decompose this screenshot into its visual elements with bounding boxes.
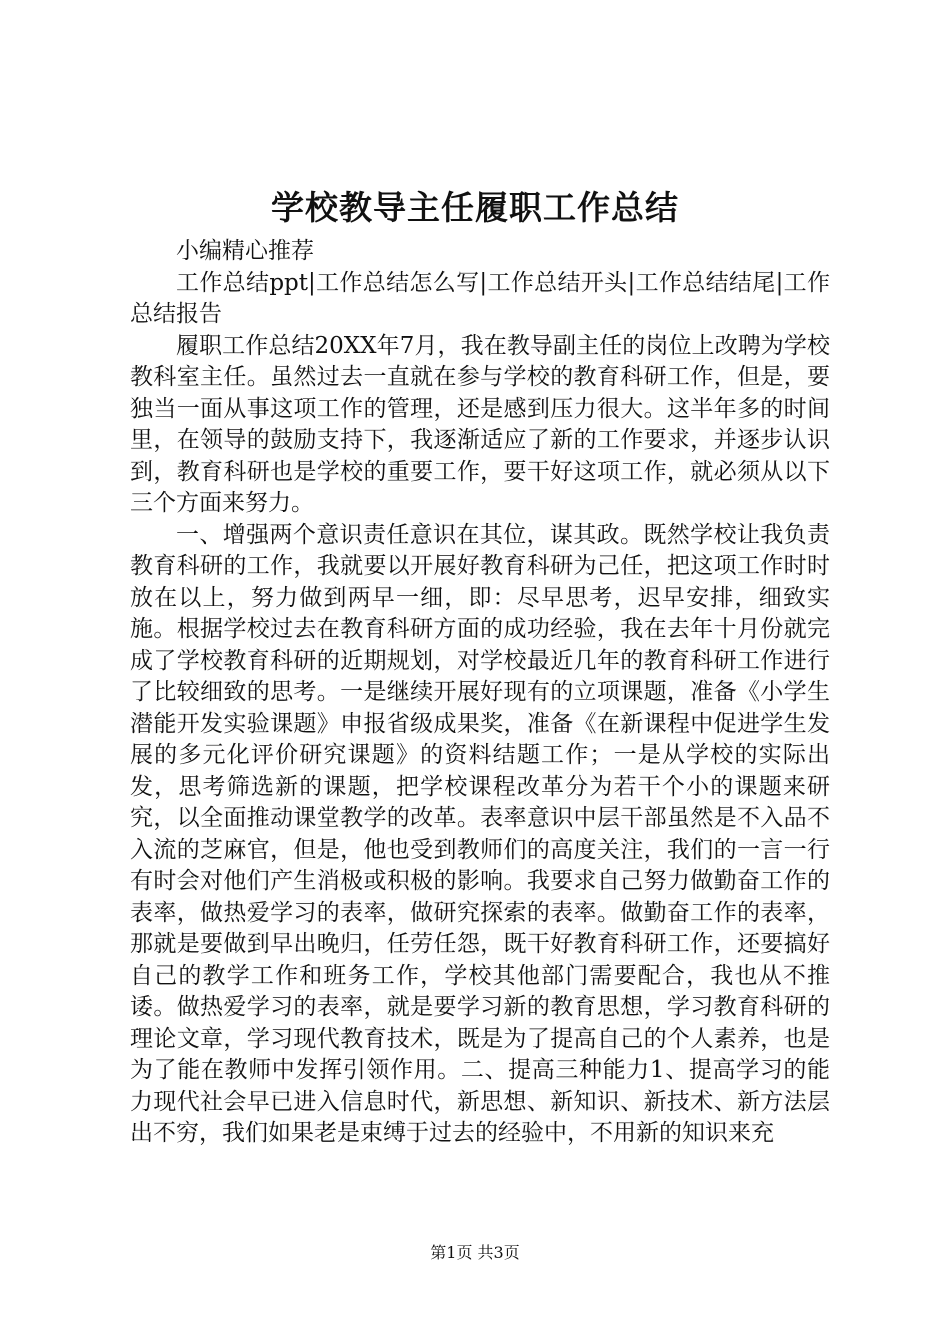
- paragraph-links: 工作总结ppt|工作总结怎么写|工作总结开头|工作总结结尾|工作总结报告: [130, 269, 830, 327]
- document-body: [130, 236, 830, 1150]
- page-title: 学校教导主任履职工作总结: [271, 188, 679, 227]
- paragraph-intro: 履职工作总结20XX年7月，我在教导副主任的岗位上改聘为学校教科室主任。虽然过去一直就在参与学校的教育科研工作，但是，要独当一面从事这项工作的管理，还是感到压力很大。这半年多的时间里，在领导的鼓励支持下，我逐渐适应了新的工作要求，并逐步认识到，教育科研也是学校的重要工作，要干好这项工作，就必须从以下三个方面来努力。: [130, 332, 830, 516]
- paragraph-section-one: 一、增强两个意识责任意识在其位，谋其政。既然学校让我负责教育科研的工作，我就要以开展好教育科研为己任，把这项工作时时放在以上，努力做到两早一细，即：尽早思考，迟早安排，细致实施。根据学校过去在教育科研方面的成功经验，我在去年十月份就完成了学校教育科研的近期规划，对学校最近几年的教育科研工作进行了比较细致的思考。一是继续开展好现有的立项课题，准备《小学生潜能开发实验课题》申报省级成果奖，准备《在新课程中促进学生发展的多元化评价研究课题》的资料结题工作；一是从学校的实际出发，思考筛选新的课题，把学校课程改革分为若干个小的课题来研究，以全面推动课堂教学的改革。表率意识中层干部虽然是不入品不入流的芝麻官，但是，他也受到教师们的高度关注，我们的一言一行有时会对他们产生消极或积极的影响。我要求自己努力做勤奋工作的表率，做热爱学习的表率，做研究探索的表率。做勤奋工作的表率，那就是要做到早出晚归，任劳任怨，既干好教育科研工作，还要搞好自己的教学工作和班务工作，学校其他部门需要配合，我也从不推诿。做热爱学习的表率，就是要学习新的教育思想，学习教育科研的理论文章，学习现代教育技术，既是为了提高自己的个人素养，也是为了能在教师中发挥引领作用。二、提高三种能力1、提高学习的能力现代社会早已进入信息时代，新思想、新知识、新技术、新方法层出不穷，我们如果老是束缚于过去的经验中，不用新的知识来充: [130, 521, 830, 1146]
- page-footer: 第1页 共3页: [430, 1243, 520, 1262]
- paragraph-recommend: 小编精心推荐: [176, 238, 314, 264]
